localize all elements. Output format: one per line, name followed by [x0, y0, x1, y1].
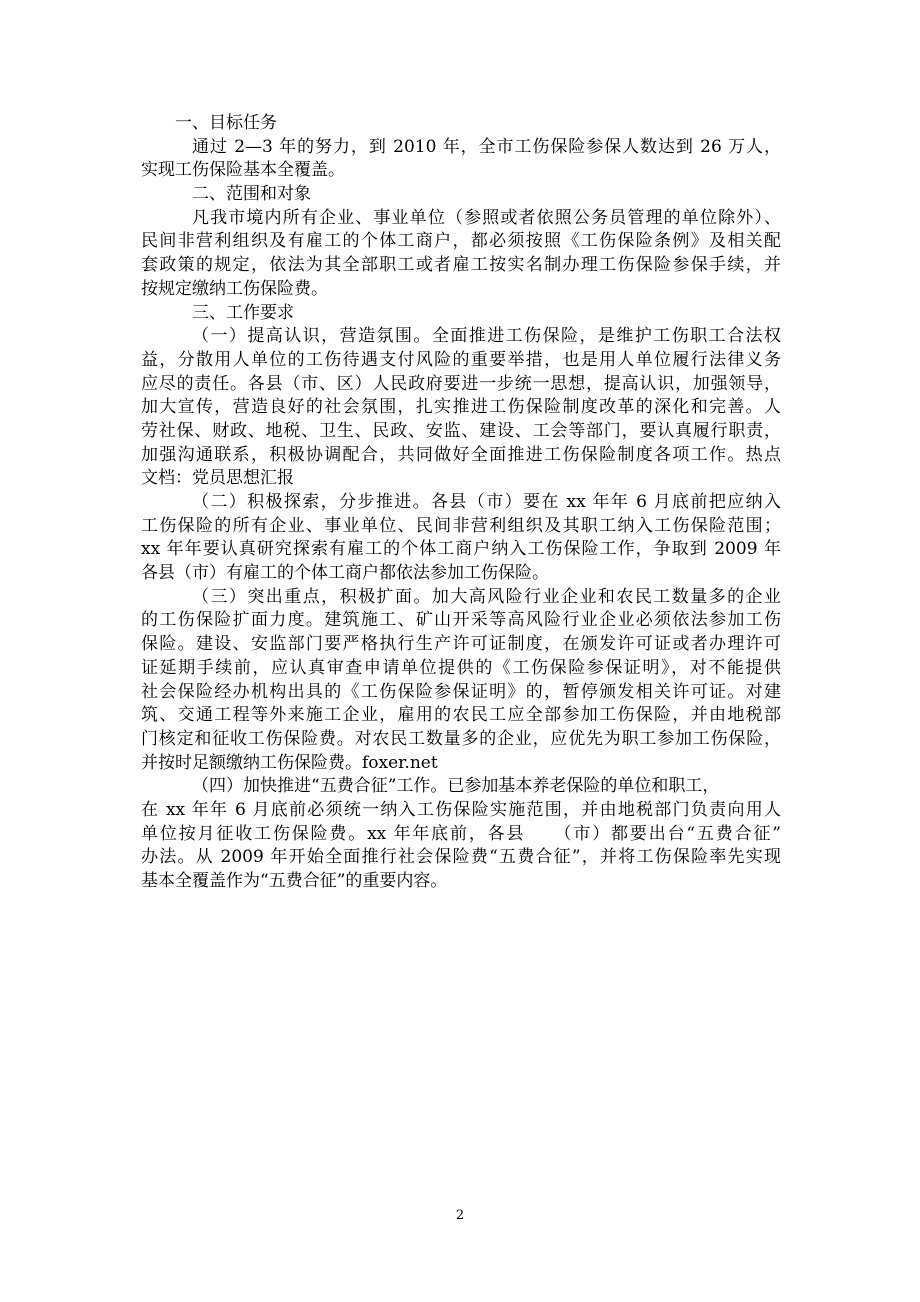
section-heading-goals: 一、目标任务 — [175, 113, 277, 133]
section-heading-requirements: 三、工作要求 — [192, 302, 294, 323]
paragraph-line: 加大宣传，营造良好的社会氛围，扎实推进工伤保险制度改革的深化和完善。人 — [141, 397, 781, 418]
paragraph-line: （四）加快推进“五费合征”工作。已参加基本养老保险的单位和职工， — [192, 776, 720, 797]
paragraph-line: （三）突出重点，积极扩面。加大高风险行业企业和农民工数量多的企业 — [192, 586, 781, 607]
section-heading-scope: 二、范围和对象 — [192, 184, 311, 205]
paragraph-line: 益，分散用人单位的工伤待遇支付风险的重要举措，也是用人单位履行法律义务 — [141, 349, 781, 370]
paragraph-line: 的工伤保险扩面力度。建筑施工、矿山开采等高风险行业企业必须依法参加工伤 — [141, 610, 781, 631]
paragraph-line: 办法。从 2009 年开始全面推行社会保险费“五费合征”，并将工伤保险率先实现 — [141, 847, 781, 868]
paragraph-line: 单位按月征收工伤保险费。xx 年年底前，各县 （市）都要出台“五费合征” — [141, 823, 781, 844]
paragraph-line: 并按时足额缴纳工伤保险费。foxer.net — [141, 752, 438, 773]
paragraph-line: 在 xx 年年 6 月底前必须统一纳入工伤保险实施范围，并由地税部门负责向用人 — [141, 799, 781, 820]
paragraph-line: 凡我市境内所有企业、事业单位（参照或者依照公务员管理的单位除外）、 — [192, 207, 781, 228]
paragraph-line: 基本全覆盖作为“五费合征”的重要内容。 — [141, 871, 448, 891]
page-number: 2 — [455, 1208, 465, 1223]
paragraph-line: 按规定缴纳工伤保险费。 — [141, 278, 328, 299]
paragraph-line: 门核定和征收工伤保险费。对农民工数量多的企业，应优先为职工参加工伤保险， — [141, 728, 781, 749]
paragraph-line: （二）积极探索，分步推进。各县（市）要在 xx 年年 6 月底前把应纳入 — [192, 492, 781, 512]
paragraph-line: 筑、交通工程等外来施工企业，雇用的农民工应全部参加工伤保险，并由地税部 — [141, 705, 781, 726]
paragraph-line: 套政策的规定，依法为其全部职工或者雇工按实名制办理工伤保险参保手续，并 — [141, 255, 781, 276]
paragraph-line: 保险。建设、安监部门要严格执行生产许可证制度，在颁发许可证或者办理许可 — [141, 634, 781, 655]
paragraph-line: 实现工伤保险基本全覆盖。 — [141, 160, 345, 181]
paragraph-line: 各县（市）有雇工的个体工商户都依法参加工伤保险。 — [141, 563, 549, 584]
paragraph-line: 通过 2—3 年的努力，到 2010 年，全市工伤保险参保人数达到 26 万人， — [192, 136, 781, 157]
document-body — [141, 112, 781, 894]
paragraph-line: 加强沟通联系，积极协调配合，共同做好全面推进工伤保险制度各项工作。热点 — [141, 444, 781, 465]
paragraph-line: 劳社保、财政、地税、卫生、民政、安监、建设、工会等部门，要认真履行职责， — [141, 420, 781, 441]
paragraph-line: 应尽的责任。各县（市、区）人民政府要进一步统一思想，提高认识，加强领导， — [141, 373, 781, 394]
paragraph-line: 社会保险经办机构出具的《工伤保险参保证明》的，暂停颁发相关许可证。对建 — [141, 681, 781, 702]
paragraph-line: 工伤保险的所有企业、事业单位、民间非营利组织及其职工纳入工伤保险范围； — [141, 515, 781, 536]
paragraph-line: xx 年年要认真研究探索有雇工的个体工商户纳入工伤保险工作，争取到 2009 年 — [141, 539, 781, 560]
paragraph-line: （一）提高认识，营造氛围。全面推进工伤保险，是维护工伤职工合法权 — [192, 326, 781, 347]
paragraph-line: 文档：党员思想汇报 — [141, 468, 294, 489]
paragraph-line: 证延期手续前，应认真审查申请单位提供的《工伤保险参保证明》，对不能提供 — [141, 657, 781, 678]
paragraph-line: 民间非营利组织及有雇工的个体工商户，都必须按照《工伤保险条例》及相关配 — [141, 231, 781, 252]
